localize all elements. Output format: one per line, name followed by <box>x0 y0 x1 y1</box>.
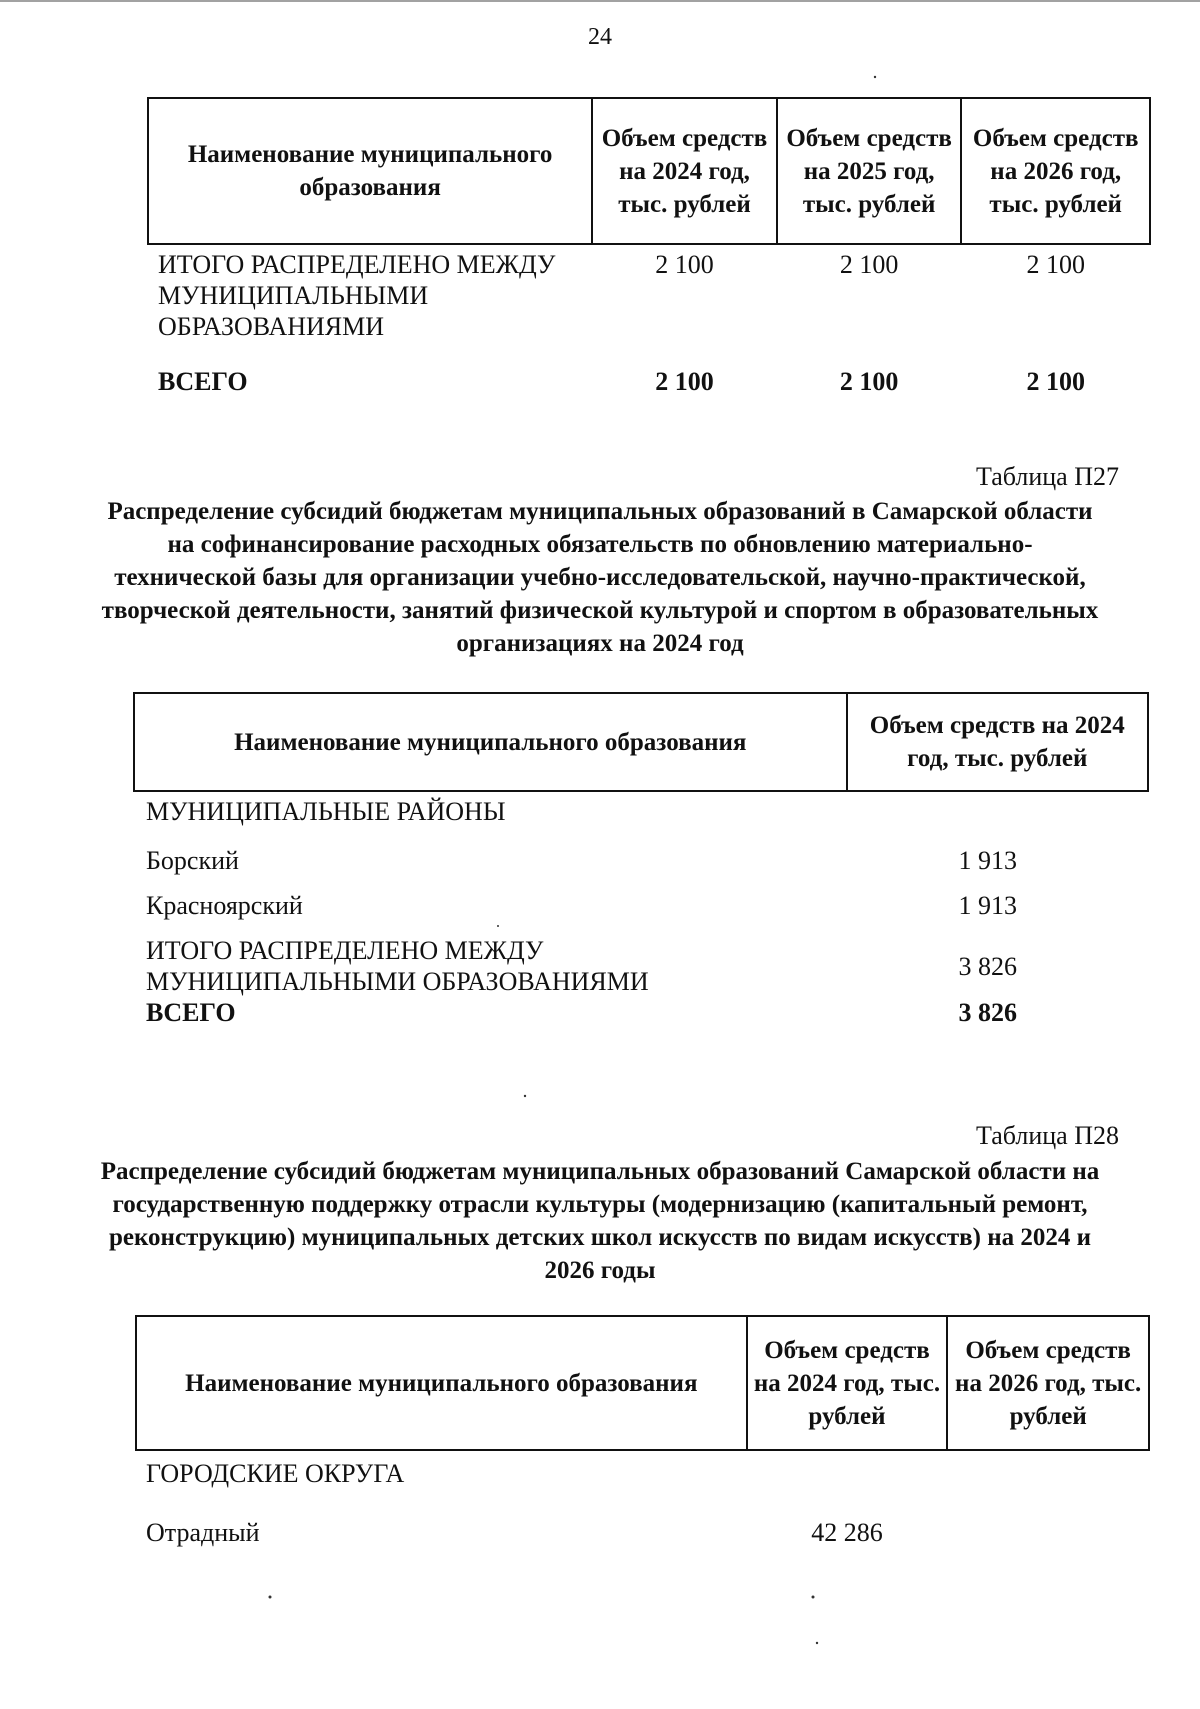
table-p27 <box>133 692 1149 1028</box>
header-volume-2024: Объем средств на 2024 год, тыс. рублей <box>747 1316 948 1450</box>
row-value-2024: 2 100 <box>655 250 714 279</box>
row-name: Отрадный <box>146 1518 260 1547</box>
row-value-2025: 2 100 <box>839 250 899 279</box>
row-value-2026: 2 100 <box>1026 367 1085 396</box>
header-volume-2024: Объем средств на 2024 год, тыс. рублей <box>592 98 777 244</box>
row-value-2026 <box>947 1517 1149 1548</box>
row-name: ИТОГО РАСПРЕДЕЛЕНО МЕЖДУ МУНИЦИПАЛЬНЫМИ ОБРАЗОВАНИЯМИ <box>158 250 556 341</box>
row-name: Борский <box>146 846 239 875</box>
table-section-row <box>136 1450 1149 1517</box>
table-p28 <box>135 1315 1150 1548</box>
section-label: ГОРОДСКИЕ ОКРУГА <box>146 1459 405 1488</box>
table-row <box>134 845 1148 890</box>
header-volume-2026: Объем средств на 2026 год, тыс. рублей <box>961 98 1150 244</box>
table-row <box>136 1517 1149 1548</box>
row-name: ВСЕГО <box>146 998 236 1027</box>
header-volume-2026: Объем средств на 2026 год, тыс. рублей <box>947 1316 1149 1450</box>
row-value-2024: 3 826 <box>958 998 1017 1027</box>
header-municipality: Наименование муниципального образования <box>136 1316 747 1450</box>
row-name: ВСЕГО <box>158 367 248 396</box>
table-row <box>148 244 1150 366</box>
row-name: Красноярский <box>146 891 303 920</box>
table-row <box>134 997 1148 1028</box>
table-row <box>134 890 1148 935</box>
page-number: 24 <box>588 24 612 50</box>
row-value-2026: 2 100 <box>1026 250 1085 279</box>
table-title-p27: Распределение субсидий бюджетам муниципальных образований в Самарской области на софинансирование расходных обязательств по обновлению материально-технической базы для организации учебно-исследовательской, научно-практической, творческой деятельности, занятий физической культурой и спортом в образовательных организациях на 2024 год <box>101 498 1099 657</box>
table-section-row <box>134 791 1148 845</box>
header-volume-2025: Объем средств на 2025 год, тыс. рублей <box>777 98 962 244</box>
row-value-2024: 2 100 <box>655 367 714 396</box>
table-row <box>148 366 1150 397</box>
section-label: МУНИЦИПАЛЬНЫЕ РАЙОНЫ <box>146 797 506 826</box>
table-caption-p28: Таблица П28 <box>976 1121 1119 1150</box>
header-municipality: Наименование муниципального образования <box>148 98 592 244</box>
header-municipality: Наименование муниципального образования <box>134 693 847 791</box>
row-value-2024: 42 286 <box>811 1518 883 1547</box>
row-name: ИТОГО РАСПРЕДЕЛЕНО МЕЖДУ МУНИЦИПАЛЬНЫМИ ОБРАЗОВАНИЯМИ <box>146 936 649 996</box>
header-volume-2024: Объем средств на 2024 год, тыс. рублей <box>847 693 1148 791</box>
row-value-2024: 1 913 <box>958 846 1017 875</box>
row-value-2025: 2 100 <box>839 367 899 396</box>
table-title-p28: Распределение субсидий бюджетам муниципальных образований Самарской области на государственную поддержку отрасли культуры (модернизацию (капитальный ремонт, реконструкцию) муниципальных детских школ искусств по видам искусств) на 2024 и 2026 годы <box>100 1158 1100 1284</box>
table-caption-p27: Таблица П27 <box>976 462 1119 491</box>
table-top <box>147 97 1151 397</box>
row-value-2024: 3 826 <box>958 951 1017 981</box>
row-value-2024: 1 913 <box>958 891 1017 920</box>
table-row <box>134 935 1148 997</box>
